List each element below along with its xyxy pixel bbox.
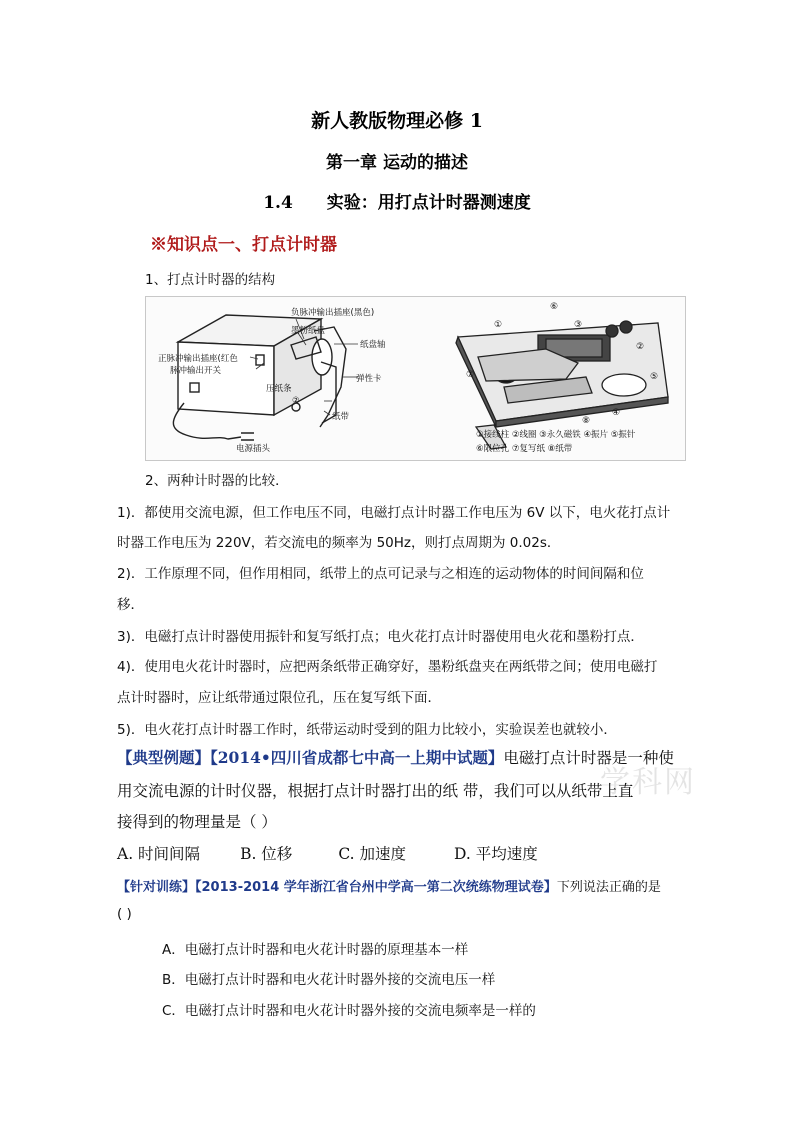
marker-8: ⑧ — [582, 416, 591, 426]
label-press-strip: 压纸条 — [266, 384, 292, 394]
legend-row-1: ①接线柱 ②线圈 ③永久磁铁 ④振片 ⑤振针 — [476, 430, 636, 440]
point-5: 5)．电火花打点计时器工作时，纸带运动时受到的阻力比较小，实验误差也就较小． — [117, 722, 617, 738]
legend-row-2: ⑥限位孔 ⑦复写纸 ⑧纸带 — [476, 444, 573, 454]
marker-7: ⑦ — [466, 370, 475, 380]
label-plug: 电源插头 — [236, 444, 271, 454]
document-title: 新人教版物理必修 1 — [311, 110, 483, 132]
marker-6: ⑥ — [550, 302, 559, 312]
point-1-line-a: 1)．都使用交流电源，但工作电压不同，电磁打点计时器工作电压为 6V 以下，电火花打点计 — [117, 505, 671, 521]
point-2-line-a: 2)．工作原理不同，但作用相同，纸带上的点可记录与之相连的运动物体的时间间隔和位 — [117, 566, 644, 582]
label-pos-port: 正脉冲输出插座(红色 — [158, 354, 238, 364]
label-disk-axis: 纸盘轴 — [360, 340, 386, 350]
marker-1: ① — [494, 320, 503, 330]
item-comparison-label: 2、两种计时器的比较． — [145, 473, 289, 489]
example-option-a: A. 时间间隔 — [117, 845, 201, 863]
point-3: 3)．电磁打点计时器使用振针和复写纸打点；电火花打点计时器使用电火花和墨粉打点． — [117, 629, 644, 645]
marker-5: ⑤ — [650, 372, 659, 382]
knowledge-point-heading: ※知识点一、打点计时器 — [150, 235, 337, 255]
point-2-line-b: 移． — [117, 597, 144, 613]
training-option-c: C．电磁打点计时器和电火花计时器外接的交流电频率是一样的 — [162, 1003, 536, 1019]
label-ink-disk: 墨粉纸盘 — [291, 326, 326, 336]
label-pulse-switch: 脉冲输出开关 — [170, 366, 222, 376]
example-source: 【2014•四川省成都七中高一上期中试题】 — [210, 748, 504, 767]
chapter-title: 第一章 运动的描述 — [326, 153, 468, 173]
example-line-3: 接得到的物理量是（ ） — [117, 813, 277, 831]
item-structure-label: 1、打点计时器的结构 — [145, 272, 276, 288]
example-options — [117, 842, 538, 864]
section-heading — [0, 188, 794, 213]
faint-watermark: 学科网 — [600, 765, 696, 800]
training-text: 下列说法正确的是 — [556, 880, 661, 895]
training-paren: ( ) — [117, 906, 132, 922]
point-4-line-a: 4)．使用电火花计时器时，应把两条纸带正确穿好，墨粉纸盘夹在两纸带之间；使用电磁打 — [117, 659, 658, 675]
marker-2: ② — [636, 342, 645, 352]
label-tape: 纸带 — [332, 412, 350, 422]
example-text-1: 电磁打点计时器是一种使 — [503, 749, 674, 767]
example-line-2: 用交流电源的计时仪器，根据打点计时器打出的纸 带，我们可以从纸带上直 — [117, 782, 634, 800]
example-tag: 【典型例题】 — [117, 748, 211, 767]
point-1-line-b: 时器工作电压为 220V，若交流电的频率为 50Hz，则打点周期为 0.02s． — [117, 535, 561, 551]
marker-3: ③ — [574, 320, 583, 330]
label-spring-clip: 弹性卡 — [356, 374, 382, 384]
label-circle-two: ② — [292, 396, 300, 406]
marker-4: ④ — [612, 408, 621, 418]
timer-diagram-svg — [146, 297, 685, 460]
training-tag: 【针对训练】 — [117, 880, 196, 895]
training-line-1 — [117, 876, 661, 895]
example-option-d: D. 平均速度 — [453, 845, 538, 863]
training-option-a: A．电磁打点计时器和电火花计时器的原理基本一样 — [162, 942, 469, 958]
section-title: 实验：用打点计时器测速度 — [326, 193, 531, 213]
training-source: 【2013-2014 学年浙江省台州中学高一第二次统练物理试卷】 — [195, 880, 557, 895]
example-option-b: B. 位移 — [240, 845, 293, 863]
training-option-b: B．电磁打点计时器和电火花计时器外接的交流电压一样 — [162, 972, 496, 988]
point-4-line-b: 点计时器时，应让纸带通过限位孔，压在复写纸下面． — [117, 690, 441, 706]
timer-structure-figure — [145, 296, 686, 461]
label-neg-port: 负脉冲输出插座(黑色) — [291, 308, 375, 318]
section-number: 1.4 — [263, 193, 293, 213]
example-line-1 — [117, 746, 674, 768]
example-option-c: C. 加速度 — [338, 845, 406, 863]
